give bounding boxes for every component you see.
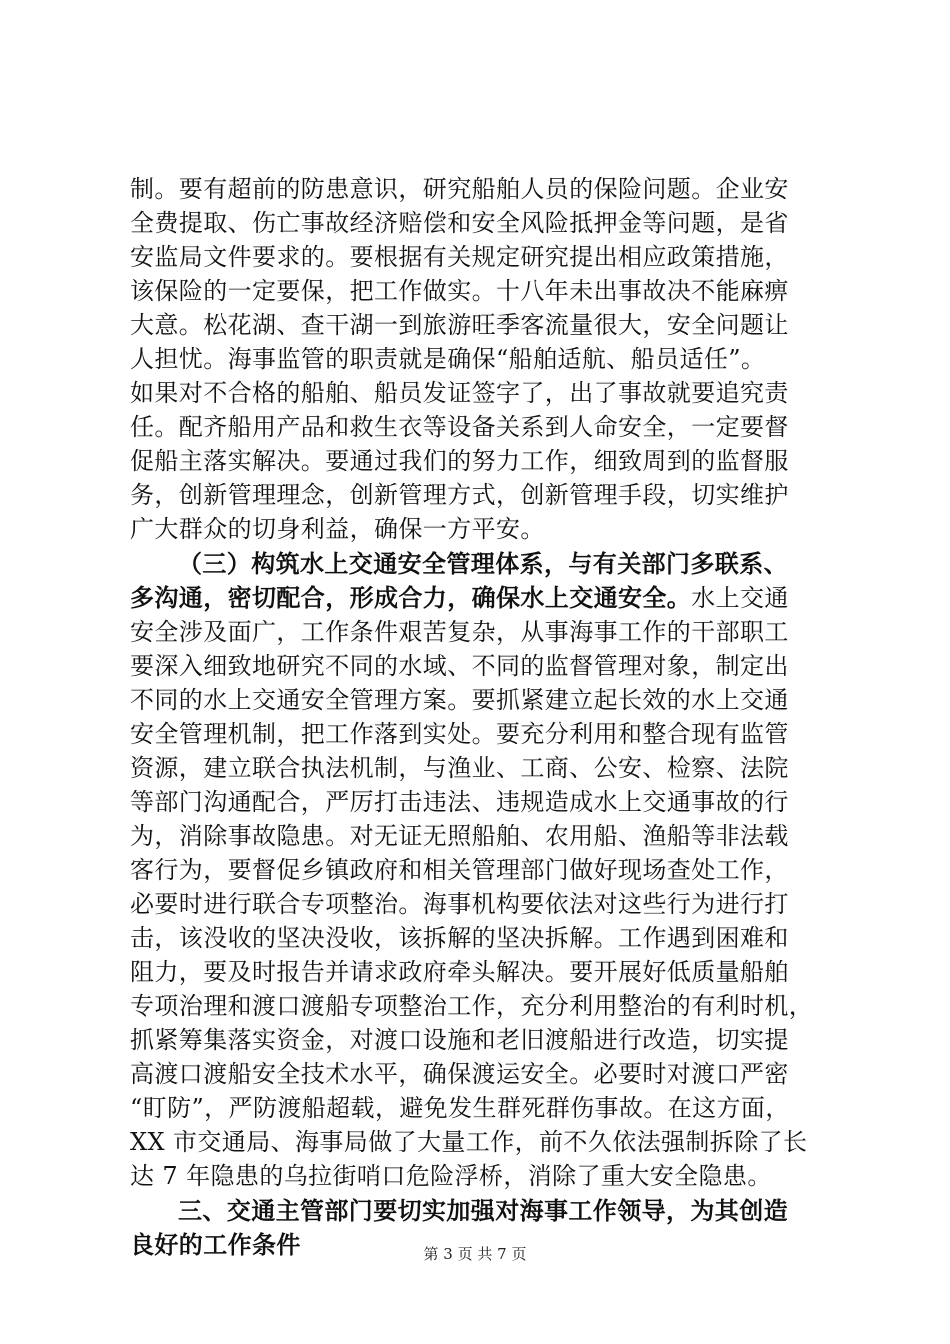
body-text-line: 大意。松花湖、查干湖一到旅游旺季客流量很大，安全问题让: [130, 311, 789, 339]
body-text-line: 阻力，要及时报告并请求政府牵头解决。要开展好低质量船舶: [130, 958, 789, 986]
body-text-line: 安全涉及面广，工作条件艰苦复杂，从事海事工作的干部职工: [130, 618, 789, 646]
body-text-line: “盯防”，严防渡船超载，避免发生群死群伤事故。在这方面，: [130, 1094, 790, 1122]
page-number-footer: 第 3 页 共 7 页: [423, 1245, 527, 1263]
body-text-line: 任。配齐船用产品和救生衣等设备关系到人命安全，一定要督: [130, 413, 789, 441]
body-text-line: 安全管理机制，把工作落到实处。要充分利用和整合现有监管: [130, 720, 789, 748]
body-text-line: 全费提取、伤亡事故经济赔偿和安全风险抵押金等问题，是省: [130, 209, 789, 237]
body-text-line: 资源，建立联合执法机制，与渔业、工商、公安、检察、法院: [130, 754, 789, 782]
section-heading-line: [130, 581, 830, 615]
body-text-line: 达 7 年隐患的乌拉街哨口危险浮桥，消除了重大安全隐患。: [130, 1162, 772, 1190]
body-text-line: XX 市交通局、海事局做了大量工作，前不久依法强制拆除了长: [130, 1128, 808, 1156]
body-text-line: 必要时进行联合专项整治。海事机构要依法对这些行为进行打: [130, 890, 789, 918]
body-text-span: 水上交通: [691, 584, 789, 612]
body-text-line: 如果对不合格的船舶、船员发证签字了，出了事故就要追究责: [130, 379, 789, 407]
body-text-line: 制。要有超前的防患意识，研究船舶人员的保险问题。企业安: [130, 175, 789, 203]
body-text-line: 高渡口渡船安全技术水平，确保渡运安全。必要时对渡口严密: [130, 1060, 789, 1088]
body-text-line: 该保险的一定要保，把工作做实。十八年未出事故决不能麻痹: [130, 277, 789, 305]
section-heading-line: （三）构筑水上交通安全管理体系，与有关部门多联系、: [178, 549, 788, 578]
body-text-line: 客行为，要督促乡镇政府和相关管理部门做好现场查处工作，: [130, 856, 789, 884]
body-text-line: 等部门沟通配合，严厉打击违法、违规造成水上交通事故的行: [130, 788, 789, 816]
body-text-line: 抓紧筹集落实资金，对渡口设施和老旧渡船进行改造，切实提: [130, 1026, 789, 1054]
section-heading-text: 多沟通，密切配合，形成合力，确保水上交通安全。: [130, 583, 692, 612]
body-text-line: 广大群众的切身利益，确保一方平安。: [130, 515, 545, 543]
body-text-line: 安监局文件要求的。要根据有关规定研究提出相应政策措施，: [130, 243, 789, 271]
section-heading-line: 良好的工作条件: [130, 1230, 301, 1259]
body-text-line: 击，该没收的坚决没收，该拆解的坚决拆解。工作遇到困难和: [130, 924, 789, 952]
section-heading-line: 三、交通主管部门要切实加强对海事工作领导，为其创造: [178, 1196, 788, 1225]
body-text-line: 促船主落实解决。要通过我们的努力工作，细致周到的监督服: [130, 447, 789, 475]
body-text-line: 要深入细致地研究不同的水域、不同的监督管理对象，制定出: [130, 652, 789, 680]
body-text-line: 为，消除事故隐患。对无证无照船舶、农用船、渔船等非法载: [130, 822, 789, 850]
body-text-line: 人担忧。海事监管的职责就是确保“船舶适航、船员适任”。: [130, 345, 766, 373]
body-text-line: 务，创新管理理念，创新管理方式，创新管理手段，切实维护: [130, 481, 789, 509]
body-text-line: 专项治理和渡口渡船专项整治工作，充分利用整治的有利时机，: [130, 992, 814, 1020]
body-text-line: 不同的水上交通安全管理方案。要抓紧建立起长效的水上交通: [130, 686, 789, 714]
